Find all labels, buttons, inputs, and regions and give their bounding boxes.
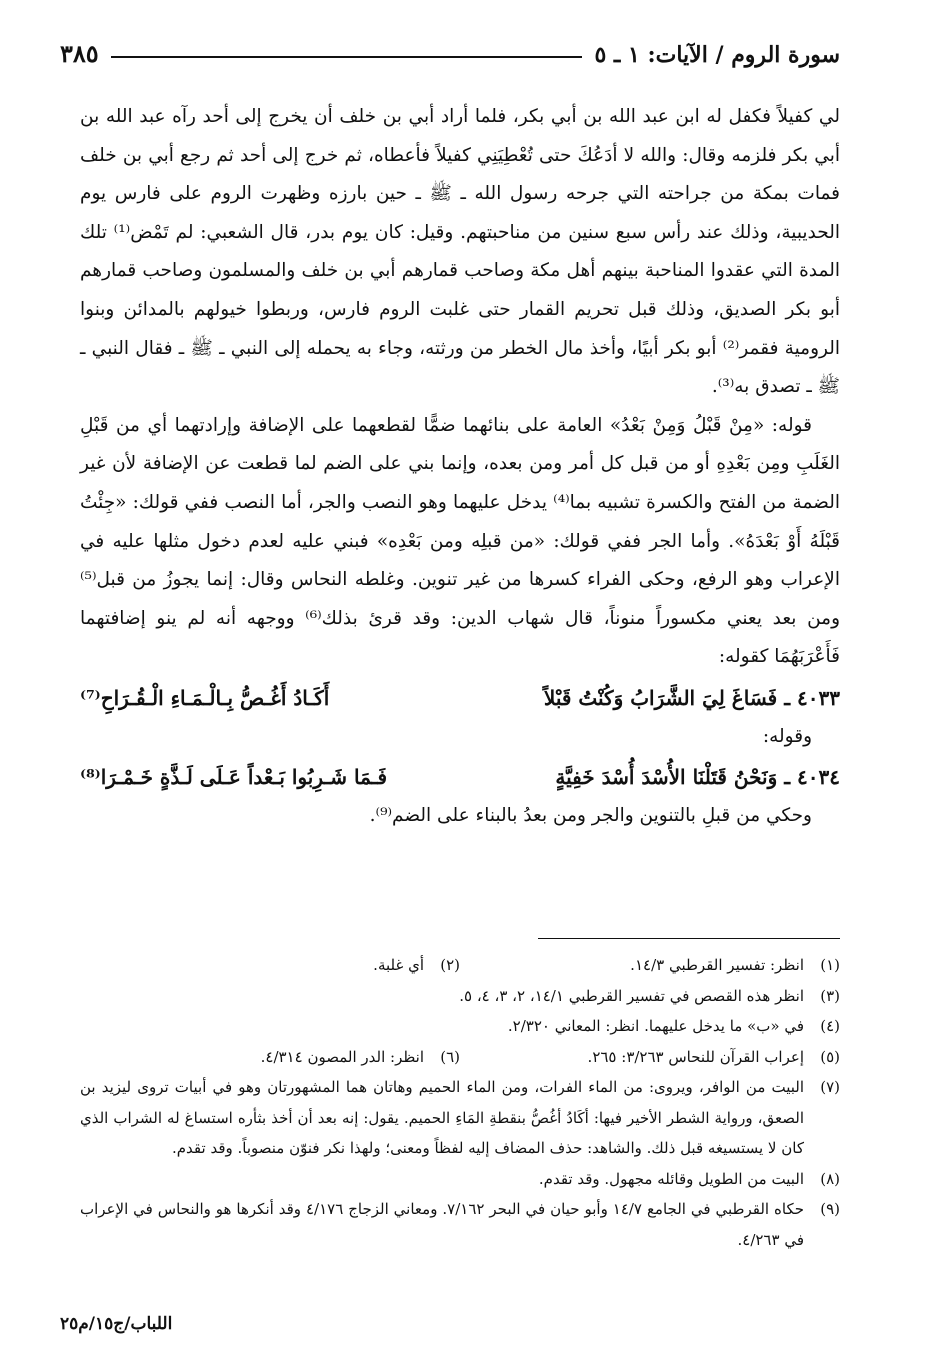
paragraph-grammar: قوله: «مِنْ قَبْلُ وَمِنْ بَعْدُ» العامة على بنائهما ضمًّا لقطعهما على الإضافة وإرادتهما أي من قَبْلِ الغَلَبِ ومِن بَعْدِهِ أو من قبل كل أمر ومن بعده، وإنما بني على الضم لما قطعت عن الإضافة لأن غير الضمة من الفتح والكسرة تشبيه بما⁽⁴⁾ يدخل عليهما وهو النصب والجر، أما النصب ففي قولك: «جِئْتُ قَبْلَهُ أَوْ بَعْدَهُ». وأما الجر ففي قولك: «من قبلِه ومن بَعْدِه» فبني عليه لعدم دخول مثلها عليه في الإعراب وهو الرفع، وحكى الفراء كسرها من غير تنوين. وغلطه النحاس وقال: إنما يجوزُ من قبل⁽⁵⁾ ومن بعد يعني مكسوراً منوناً، قال شهاب الدين: وقد قرئ بذلك⁽⁶⁾ ووجهه أنه لم ينو إضافتهما فَأَعْرَبَهُمَا كقوله: xyxy=(80,414,840,668)
verse-number: ٤٠٣٤ ـ xyxy=(784,765,840,790)
footnote-8: (٨) البيت من الطويل وقائله مجهول. وقد تقدم. xyxy=(538,1169,840,1188)
verse-second-hemistich: فَـمَا شَـرِبُوا بَـعْداً عَـلَى لَـذَّةٍ خَـمْـرَا⁽⁸⁾ xyxy=(80,765,388,790)
chapter-title: سورة الروم / الآيات: ١ ـ ٥ xyxy=(594,42,840,68)
footnote-7: (٧) البيت من الوافر، ويروى: من الماء الفرات، ومن الماء الحميم وهاتان هما المشهورتان وهو في أبيات تروى ليزيد بن الصعق، ورواية الشطر الأخير فيها: أكَادُ أغُصُّ بنقطةِ المَاءِ الحميم. يقول: إنه بعد أن أخذ بثأره استساغ له الشراب الذي كان لا يستسيغه قبل ذلك. والشاهد: حذف المضاف إليه لفظاً ومعنى؛ ولهذا نكر فنوّن منصوباً. وقد تقدم. xyxy=(80,1078,840,1157)
footnote-separator xyxy=(538,938,840,939)
running-header xyxy=(60,28,840,68)
footnote-2: (٢) أي غلبة. xyxy=(373,956,460,974)
footnote-6: (٦) انظر: الدر المصون ٤/٣١٤. xyxy=(260,1047,460,1066)
and-his-saying: وقوله: xyxy=(762,725,812,747)
page-number: ٣٨٥ xyxy=(60,39,99,68)
verse-first-hemistich: فَسَاغَ لِيَ الشَّرَابُ وَكُنْتُ قَبْلاً xyxy=(543,685,778,710)
verse-number: ٤٠٣٣ ـ xyxy=(784,685,840,710)
verse-first-hemistich: وَنَحْنُ قَتَلْنَا الأُسْدَ أُسْدَ خَفِيَّةٍ xyxy=(555,765,778,790)
verse-4033 xyxy=(80,679,840,718)
footnote-5: (٥) إعراب القرآن للنحاس ٣/٢٦٣: ٢٦٥. xyxy=(587,1047,840,1066)
closing-line: وحكي من قبلِ بالتنوين والجر ومن بعدُ بالبناء على الضم⁽⁹⁾. xyxy=(369,804,812,826)
footnotes xyxy=(80,950,840,1255)
header-rule xyxy=(111,56,583,58)
verse-second-hemistich: أَكَـادُ أَغُـصُّ بِـالْـمَـاءِ الْـقُـرَاحِ⁽⁷⁾ xyxy=(80,685,330,710)
footnote-4: (٤) في «ب» ما يدخل عليهما. انظر: المعاني ٢/٣٢٠. xyxy=(507,1017,840,1035)
footnote-1: (١) انظر: تفسير القرطبي ١٤/٣. xyxy=(630,956,840,974)
main-text xyxy=(80,98,840,835)
footnote-3: (٣) انظر هذه القصص في تفسير القرطبي ١٤/١، ٢، ٣، ٤، ٥. xyxy=(459,986,840,1005)
verse-4034 xyxy=(80,758,840,797)
paragraph-story: لي كفيلاً فكفل له ابن عبد الله بن أبي بكر، فلما أراد أبي بن خلف أن يخرج إلى أحد رآه عبد الله بن أبي بكر فلزمه وقال: والله لا أدَعُكَ حتى تُعْطِيَنِي كفيلاً فأعطاه، ثم خرج إلى أحد ثم رجع أبي بن خلف فمات بمكة من جراحته التي جرحه رسول الله ـ ﷺ ـ حين بارزه وظهرت الروم على فارس يوم الحديبية، وذلك عند رأس سبع سنين من مناحبتهم. وقيل: كان يوم بدر، قال الشعبي: لم تَمْض⁽¹⁾ تلك المدة التي عقدوا المناحبة بينهم أهل مكة وصاحب قمارهم أبي بن خلف والمسلمون وصاحب قمارهم أبو بكر الصديق، وذلك قبل تحريم القمار حتى غلبت الروم فارس، وربطوا خيولهم بالمدائن وبنوا الرومية فقمر⁽²⁾ أبو بكر أبيًا، وأخذ مال الخطر من ورثته، وجاء به يحمله إلى النبي ـ ﷺ ـ فقال النبي ـ ﷺ ـ تصدق به⁽³⁾. xyxy=(80,106,841,398)
footnote-9: (٩) حكاه القرطبي في الجامع ١٤/٧ وأبو حيان في البحر ٧/١٦٢. ومعاني الزجاج ٤/١٧٦ وقد أنكرها هو والنحاس في الإعراب في ٤/٢٦٣. xyxy=(80,1200,840,1249)
volume-signature: اللباب/ج١٥/م٢٥ xyxy=(60,1314,173,1334)
